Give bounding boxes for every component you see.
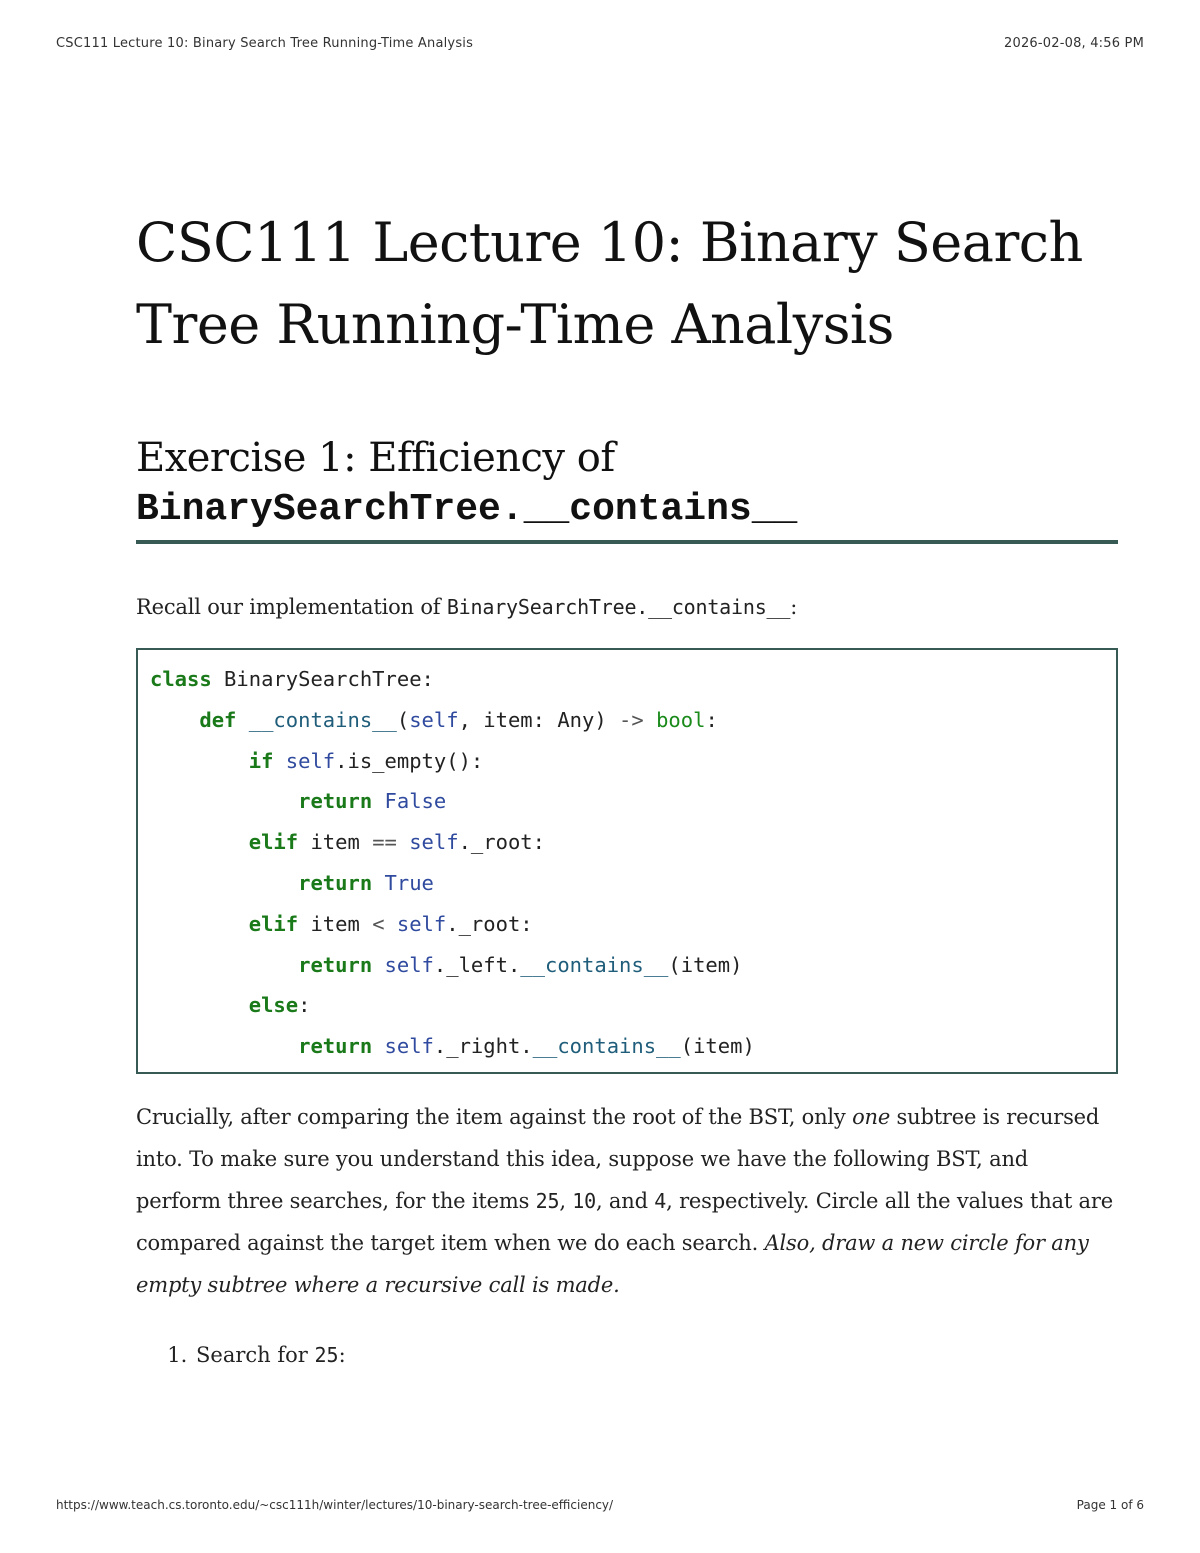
code-line: elif item < self._root:	[248, 911, 533, 936]
emphasis-one: one	[852, 1104, 891, 1129]
page-title	[136, 202, 1118, 366]
recall-paragraph	[136, 586, 1118, 628]
search-value-4: 4	[654, 1188, 667, 1213]
code-line: return self._right.__contains__(item)	[298, 1034, 755, 1059]
separator: ,	[559, 1188, 573, 1213]
print-footer	[56, 1498, 1144, 1512]
recall-text: Recall our implementation of	[136, 595, 447, 619]
page-content	[136, 202, 1118, 1376]
print-header-datetime: 2026-02-08, 4:56 PM	[1004, 36, 1144, 51]
print-footer-url: https://www.teach.cs.toronto.edu/~csc111h/winter/lectures/10-binary-search-tree-efficiency/	[56, 1498, 614, 1512]
recall-code: BinarySearchTree.__contains__	[446, 595, 791, 619]
explanation-text: subtree is recursed into. To make sure you understand this idea, suppose we have the following BST, and perform three searches, for the items	[136, 1104, 1100, 1213]
exercise-heading-text: Exercise 1: Efficiency of	[136, 435, 615, 481]
print-header-title: CSC111 Lecture 10: Binary Search Tree Running-Time Analysis	[56, 36, 474, 51]
instruction-emphasis: Also, draw a new circle for any empty subtree where a recursive call is made.	[136, 1230, 1089, 1297]
print-footer-page: Page 1 of 6	[1076, 1498, 1144, 1512]
search-value-10: 10	[572, 1188, 596, 1213]
explanation-text: Crucially, after comparing the item against the root of the BST, only	[136, 1104, 853, 1129]
code-line: return self._left.__contains__(item)	[298, 952, 743, 977]
code-line: return False	[298, 789, 447, 814]
code-line: if self.is_empty():	[248, 748, 484, 773]
code-line: class BinarySearchTree:	[150, 667, 434, 691]
code-line: else:	[248, 993, 311, 1018]
page-title-line-2: Tree Running-Time Analysis	[136, 293, 894, 356]
recall-suffix: :	[790, 595, 798, 619]
code-line: elif item == self._root:	[248, 830, 545, 855]
explanation-paragraph	[136, 1096, 1118, 1306]
code-block	[136, 648, 1118, 1074]
list-item-code: 25	[314, 1342, 339, 1367]
separator: , and	[595, 1188, 655, 1213]
code-line: return True	[298, 870, 434, 895]
exercise-heading-code: BinarySearchTree.__contains__	[136, 488, 798, 531]
list-item-text: Search for	[196, 1342, 315, 1367]
search-value-25: 25	[535, 1188, 560, 1213]
exercise-heading	[136, 430, 1118, 544]
list-item	[194, 1334, 1118, 1376]
code-line: def __contains__(self, item: Any) -> bool:	[199, 707, 718, 732]
explanation-text: , respectively. Circle all the values that are compared against the target item when we do each search.	[136, 1188, 1113, 1255]
print-header	[56, 36, 1144, 51]
list-item-suffix: :	[338, 1342, 346, 1367]
page-title-line-1: CSC111 Lecture 10: Binary Search	[136, 211, 1083, 274]
search-list	[136, 1334, 1118, 1376]
